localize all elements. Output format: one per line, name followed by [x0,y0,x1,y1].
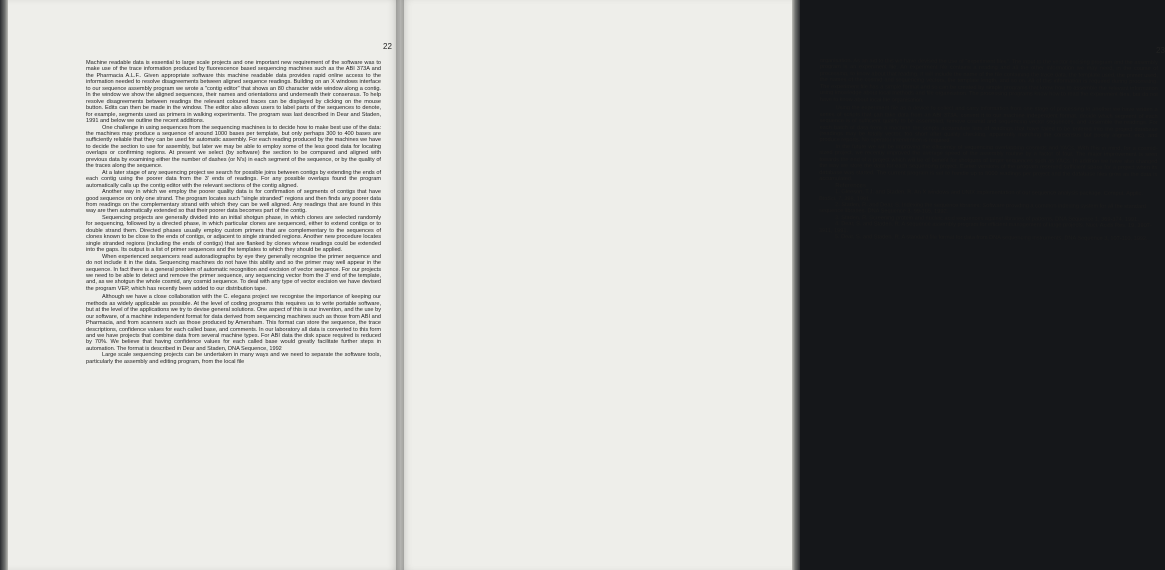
left-paragraph: Although we have a close collaboration with the C. elegans project we recognise the importance of keeping our methods as widely applicable as possible. At the level of coding programs this requires us to write portable software, but at the level of the applications we try to devise general solutions. One aspect of this is our invention, and the use by our software, of a machine independent format for data derived from sequencing machines such as those from ABI and Pharmacia, and from scanners such as those produced by Amersham. This format can store the sequence, the trace descriptions, confidence values for each called base, and comments. In our laboratory all data is converted to this form and we have projects that combine data from several machine types. For ABI data the disk space required is reduced by 70%. We believe that having confidence values for each called base would greatly facilitate further steps in automation. The format is described in Dear and Staden, DNA Sequence, 1992 [86,294,381,352]
left-page-body [86,60,381,365]
left-paragraph: Machine readable data is essential to large scale projects and one important new requirement of the software was to make use of the trace information produced by fluorescence based sequencing machines such as the ABI 373A and the Pharmacia A.L.F.. Given appropriate software this machine readable data provides rapid online access to the information needed to resolve disagreements between aligned sequence readings. Building on an X windows interface to our sequence assembly program we wrote a "contig editor" that shows an 80 character wide window along a contig. In the window we show the aligned sequences, their names and orientations and underneath their consensus. To help resolve disagreements between readings the relevant coloured traces can be displayed by clicking on the mouse button. Edits can then be made in the window. The editor also allows users to label parts of the sequences to denote, for example, segments used as primers in walking experiments. The program was last described in Dear and Staden, 1991 and below we outline the recent additions. [86,60,381,125]
reference-item: 1. Gleeson, T.J. and Staden, R. An X windows and UNIX implementation of our sequence analysis package. Comput. Applic. BioSci. 7, 398, 1991. [819,189,1143,202]
center-gutter [396,0,404,570]
left-page [0,0,400,570]
left-paragraph: One challenge in using sequences from the sequencing machines is to decide how to make best use of the data: the machines may produce a sequence of around 1000 bases per template, but only perhaps 300 to 400 bases are sufficiently reliable that they can be used for automatic assembly. For each reading produced by the machines we have to decide the section to use for assembly, but later we may be able to employ some of the less good data for locating overlaps or confirming regions. At present we select (by software) the section to be compared and aligned with previous data by examining either the number of dashes (or N's) in each segment of the sequence, or by the quality of the traces along the sequence. [86,124,381,170]
left-binding-edge [0,0,8,570]
reference-item: 4. Dear, S. and Staden, R. A sequence assembly program for efficient management of large projects. Nucl. Acids Res. 19, 3907-3911, 1991. [818,221,1152,234]
right-page-number: 23 [1156,46,1165,55]
right-binding-edge [792,0,800,570]
left-paragraph: Large scale sequencing projects can be undertaken in many ways and we need to separate the software tools, particularly the assembly and editing program, from the local file [86,352,381,365]
right-page [400,0,1165,570]
reference-item: 5. Dear, S. and Staden, R. A standard file format for data from DNA sequencing instruments. DNA Sequence 3, 107-110, 1992. [834,234,1148,243]
right-page-body [819,58,1158,243]
left-paragraph: Another way in which we employ the poorer quality data is for confirmation of segments of contigs that have good sequence on only one strand. The program locates such "single stranded" regions and then finds any poorer data from readings on the complementary strand with which they can be well aligned. Any readings that are found in this way are then automatically extended so that their poorer data becomes part of the contig. [86,189,381,215]
right-paragraph: organisation. As an aid to this we have devised the use of "experiment files". The input to the vector excising program and the assembly program is an experiment file. An experiment file contains a reading and all the other information we may need, in the course of processing, to know about that reading. It will include the name of the file containing the trace data, the template used, the primer used, the names of the cosmid and sequencing vectors, the template length, and so on. All of this information is required during processing. The experiment file has a simple format and so can be created by simple programs that know how to assemble the relevant information using knowledge about local methods and file organisation. The processing programs know how to read the experiment files, but do not have to know about local file organisation. [819,58,1158,104]
right-paragraph: In the future we will be improving the efficiency of sequencing overlapping cosmids and YACs. With this in mind, for a cosmid-sized project, we recently improved the average speed of the assembly routine by a factor of four. The major improvement is seen towards the end of a project which will be of benefit for shotguns of larger sequences such as YACs. In addition we have also changed the way we store the data for each sequencing project. Earlier versions of the program reserved sufficient space for a project when its database was started. The current program is set to handle up to 8000 readings per project and the database files grow as the data is accumulated. [819,143,1158,183]
left-page-number: 22 [383,42,392,51]
references-heading: References [835,182,866,189]
left-paragraph: At a later stage of any sequencing project we search for possible joins between contigs by extending the ends of each contig using the poorer data from the 3' ends of readings. For any possible overlaps found the program automatically calls up the contig editor with the relevant sections of the contig aligned. [86,169,381,189]
left-paragraph: When experienced sequencers read autoradiographs by eye they generally recognise the primer sequence and do not include it in the data. Sequencing machines do not have this ability and so the primer may well appear in the sequence. In fact there is a general problem of automatic recognition and excision of vector sequence. For our projects we need to be able to detect and remove the primer sequence, any sequencing vector from the 3' end of the template, and, as we shotgun the whole cosmid, any cosmid sequence. To deal with any type of vector excision we have devised the program VEP, which has recently been added to our distribution tape. [86,253,381,292]
right-paragraph: Using the experiment file as a device to collect and carry information from one stage of processing to another we have written a series of scripts that can take data from an ABI 373A, convert it to our machine independent format, decide which segment of each sequence is of sufficient quality to be assembled, remove cosmid and sequencing vector sequences, and assemble the readings. For each batch of data from a machine the scripts accumulate lists of readings that have failed to be entered into the project database (readings may be totally vector, too short after quality checking, apparently matching the consensus but poorly aligned, etc), and produce reports. No operator intervention is required. [819,105,1158,145]
left-paragraph: Sequencing projects are generally divided into an initial shotgun phase, in which clones are selected randomly for sequencing, followed by a directed phase, in which particular clones are sequenced, either to extend contigs or to double strand them. Directed phases usually employ custom primers that are complementary to the sequences of clones known to be close to the ends of contigs, or adjacent to single stranded regions. Another new procedure locates single stranded regions (including the ends of contigs) that are flanked by clones whose readings could be extended into the gaps. Its output is a list of primer sequences and the templates to which they should be applied. [86,214,381,254]
reference-item: 2. Staden, R. and Dear, S. Indexing the sequence libraries: Software providing a common indexing system for all the standard sequence libraries. DNA Sequence 3, 99-105, 1992. [819,202,1147,216]
reference-item: 3. Staden, R. Screening protein and nucleic acid sequences against libraries of patterns, DNA Sequence 1, 369-374, 1991. [835,214,1139,223]
